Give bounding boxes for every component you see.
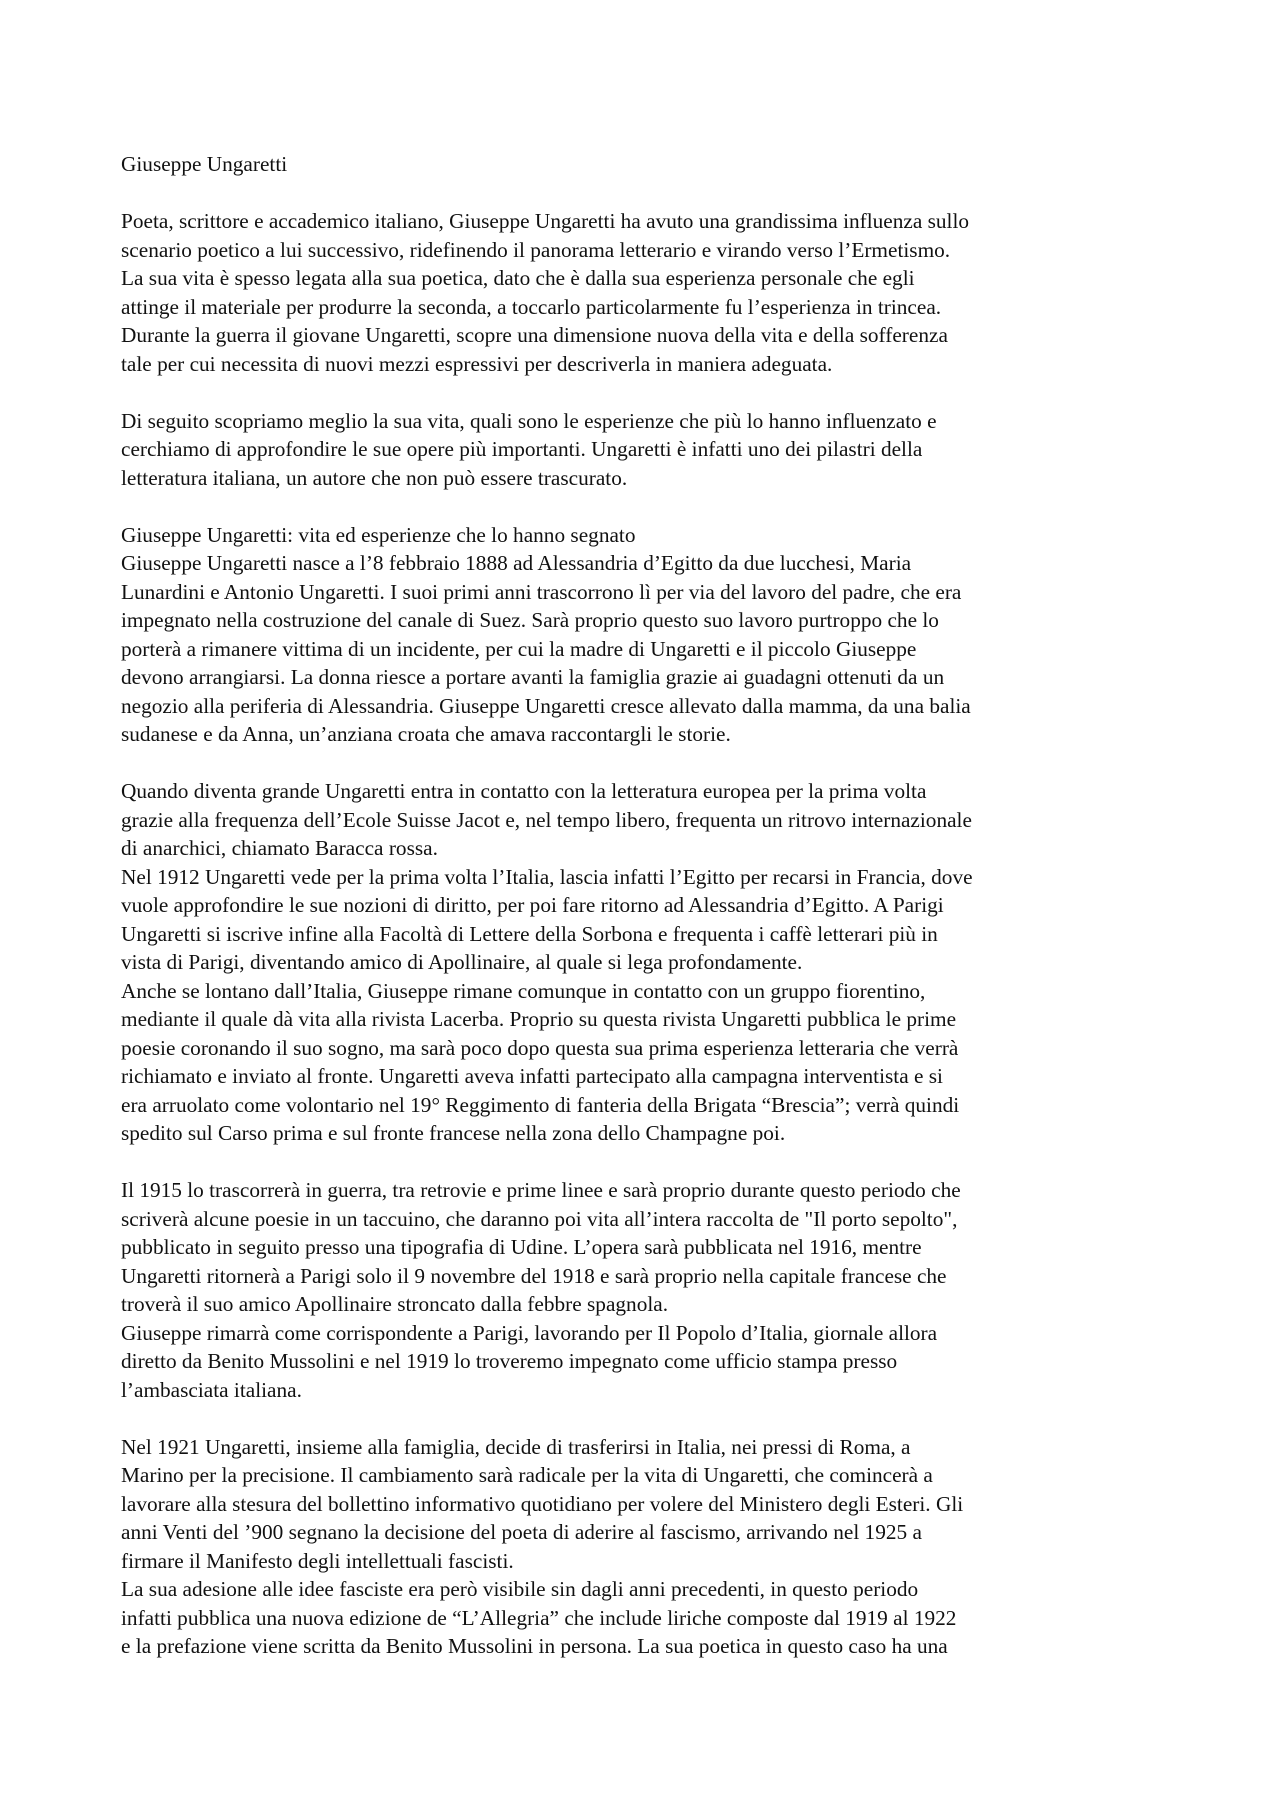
text-line: Poeta, scrittore e accademico italiano, Giuseppe Ungaretti ha avuto una grandissima influenza sullo [121, 209, 970, 233]
paragraph [121, 207, 1176, 378]
text-line: impegnato nella costruzione del canale di Suez. Sarà proprio questo suo lavoro purtroppo che lo [121, 608, 939, 632]
text-line: spedito sul Carso prima e sul fronte francese nella zona dello Champagne poi. [121, 1121, 786, 1145]
text-line: Nel 1912 Ungaretti vede per la prima volta l’Italia, lascia infatti l’Egitto per recarsi in Francia, dove [121, 864, 973, 889]
text-line: Di seguito scopriamo meglio la sua vita, quali sono le esperienze che più lo hanno influenzato e [121, 408, 937, 433]
text-line: Nel 1921 Ungaretti, insieme alla famiglia, decide di trasferirsi in Italia, nei pressi di Roma, a [121, 1434, 911, 1459]
paragraph [121, 1433, 1176, 1661]
text-line: Lunardini e Antonio Ungaretti. I suoi primi anni trascorrono lì per via del lavoro del padre, che era [121, 579, 962, 604]
paragraph-spacer [121, 179, 1176, 208]
text-line: Ungaretti ritornerà a Parigi solo il 9 novembre del 1918 e sarà proprio nella capitale francese che [121, 1263, 947, 1288]
text-line: devono arrangiarsi. La donna riesce a portare avanti la famiglia grazie ai guadagni ottenuti da un [121, 665, 945, 689]
text-line: Ungaretti si iscrive infine alla Facoltà di Lettere della Sorbona e frequenta i caffè letterari più in [121, 921, 938, 946]
paragraph-spacer [121, 749, 1176, 778]
paragraph-spacer [121, 492, 1176, 521]
text-line: cerchiamo di approfondire le sue opere più importanti. Ungaretti è infatti uno dei pilastri della [121, 437, 923, 461]
text-line: Giuseppe Ungaretti nasce a l’8 febbraio 1888 ad Alessandria d’Egitto da due lucchesi, Maria [121, 551, 912, 575]
text-line: richiamato e inviato al fronte. Ungaretti aveva infatti partecipato alla campagna interventista e si [121, 1064, 943, 1088]
text-line: l’ambasciata italiana. [121, 1377, 302, 1402]
text-line: La sua adesione alle idee fasciste era però visibile sin dagli anni precedenti, in questo periodo [121, 1577, 919, 1601]
text-line: pubblicato in seguito presso una tipografia di Udine. L’opera sarà pubblicata nel 1916, mentre [121, 1235, 922, 1259]
text-line: Giuseppe rimarrà come corrispondente a Parigi, lavorando per Il Popolo d’Italia, giornale allora [121, 1320, 938, 1345]
document-title: Giuseppe Ungaretti [121, 152, 288, 176]
text-line: Marino per la precisione. Il cambiamento sarà radicale per la vita di Ungaretti, che comincerà a [121, 1463, 933, 1487]
text-line: di anarchici, chiamato Baracca rossa. [121, 836, 438, 860]
text-line: lavorare alla stesura del bollettino informativo quotidiano per volere del Ministero degli Esteri. Gli [121, 1491, 964, 1516]
text-line: e la prefazione viene scritta da Benito Mussolini in persona. La sua poetica in questo caso ha una [121, 1634, 948, 1658]
paragraph [121, 777, 1176, 1148]
paragraph-spacer [121, 1404, 1176, 1433]
text-line: porterà a rimanere vittima di un incidente, per cui la madre di Ungaretti e il piccolo Giuseppe [121, 636, 917, 661]
document-page [121, 150, 1176, 1661]
text-line: sudanese e da Anna, un’anziana croata che amava raccontargli le storie. [121, 722, 731, 746]
text-line: Anche se lontano dall’Italia, Giuseppe rimane comunque in contatto con un gruppo fiorentino, [121, 978, 926, 1003]
text-line: firmare il Manifesto degli intellettuali fascisti. [121, 1548, 514, 1573]
paragraph [121, 521, 1176, 749]
text-line: mediante il quale dà vita alla rivista Lacerba. Proprio su questa rivista Ungaretti pubblica le prime [121, 1007, 957, 1031]
text-line: Durante la guerra il giovane Ungaretti, scopre una dimensione nuova della vita e della sofferenza [121, 323, 948, 347]
text-line: poesie coronando il suo sogno, ma sarà poco dopo questa sua prima esperienza letteraria che verrà [121, 1035, 959, 1060]
text-line: vuole approfondire le sue nozioni di diritto, per poi fare ritorno ad Alessandria d’Egitto. A Parigi [121, 893, 944, 917]
text-line: La sua vita è spesso legata alla sua poetica, dato che è dalla sua esperienza personale che egli [121, 266, 915, 290]
text-line: Giuseppe Ungaretti: vita ed esperienze che lo hanno segnato [121, 522, 636, 547]
paragraph-spacer [121, 1148, 1176, 1177]
text-line: Quando diventa grande Ungaretti entra in contatto con la letteratura europea per la prima volta [121, 779, 927, 803]
text-line: scriverà alcune poesie in un taccuino, che daranno poi vita all’intera raccolta de "Il porto sepolto", [121, 1206, 958, 1231]
text-line: anni Venti del ’900 segnano la decisione del poeta di aderire al fascismo, arrivando nel 1925 a [121, 1520, 922, 1544]
text-line: Il 1915 lo trascorrerà in guerra, tra retrovie e prime linee e sarà proprio durante questo periodo che [121, 1178, 961, 1202]
text-line: vista di Parigi, diventando amico di Apollinaire, al quale si lega profondamente. [121, 950, 803, 974]
text-line: tale per cui necessita di nuovi mezzi espressivi per descriverla in maniera adeguata. [121, 351, 833, 376]
text-line: troverà il suo amico Apollinaire stroncato dalla febbre spagnola. [121, 1292, 669, 1316]
text-line: negozio alla periferia di Alessandria. Giuseppe Ungaretti cresce allevato dalla mamma, da una balia [121, 693, 971, 718]
text-line: scenario poetico a lui successivo, ridefinendo il panorama letterario e virando verso l’Ermetismo. [121, 237, 951, 262]
text-line: era arruolato come volontario nel 19° Reggimento di fanteria della Brigata “Brescia”; verrà quindi [121, 1092, 960, 1117]
text-line: diretto da Benito Mussolini e nel 1919 lo troveremo impegnato come ufficio stampa presso [121, 1349, 898, 1373]
text-line: attinge il materiale per produrre la seconda, a toccarlo particolarmente fu l’esperienza in trincea. [121, 294, 942, 319]
text-line: letteratura italiana, un autore che non può essere trascurato. [121, 465, 628, 490]
text-line: infatti pubblica una nuova edizione de “L’Allegria” che include liriche composte dal 1919 al 1922 [121, 1605, 957, 1630]
paragraph [121, 1176, 1176, 1404]
paragraph-spacer [121, 378, 1176, 407]
text-line: grazie alla frequenza dell’Ecole Suisse Jacot e, nel tempo libero, frequenta un ritrovo internazionale [121, 807, 972, 832]
paragraph [121, 407, 1176, 493]
document-body [121, 207, 1176, 1661]
